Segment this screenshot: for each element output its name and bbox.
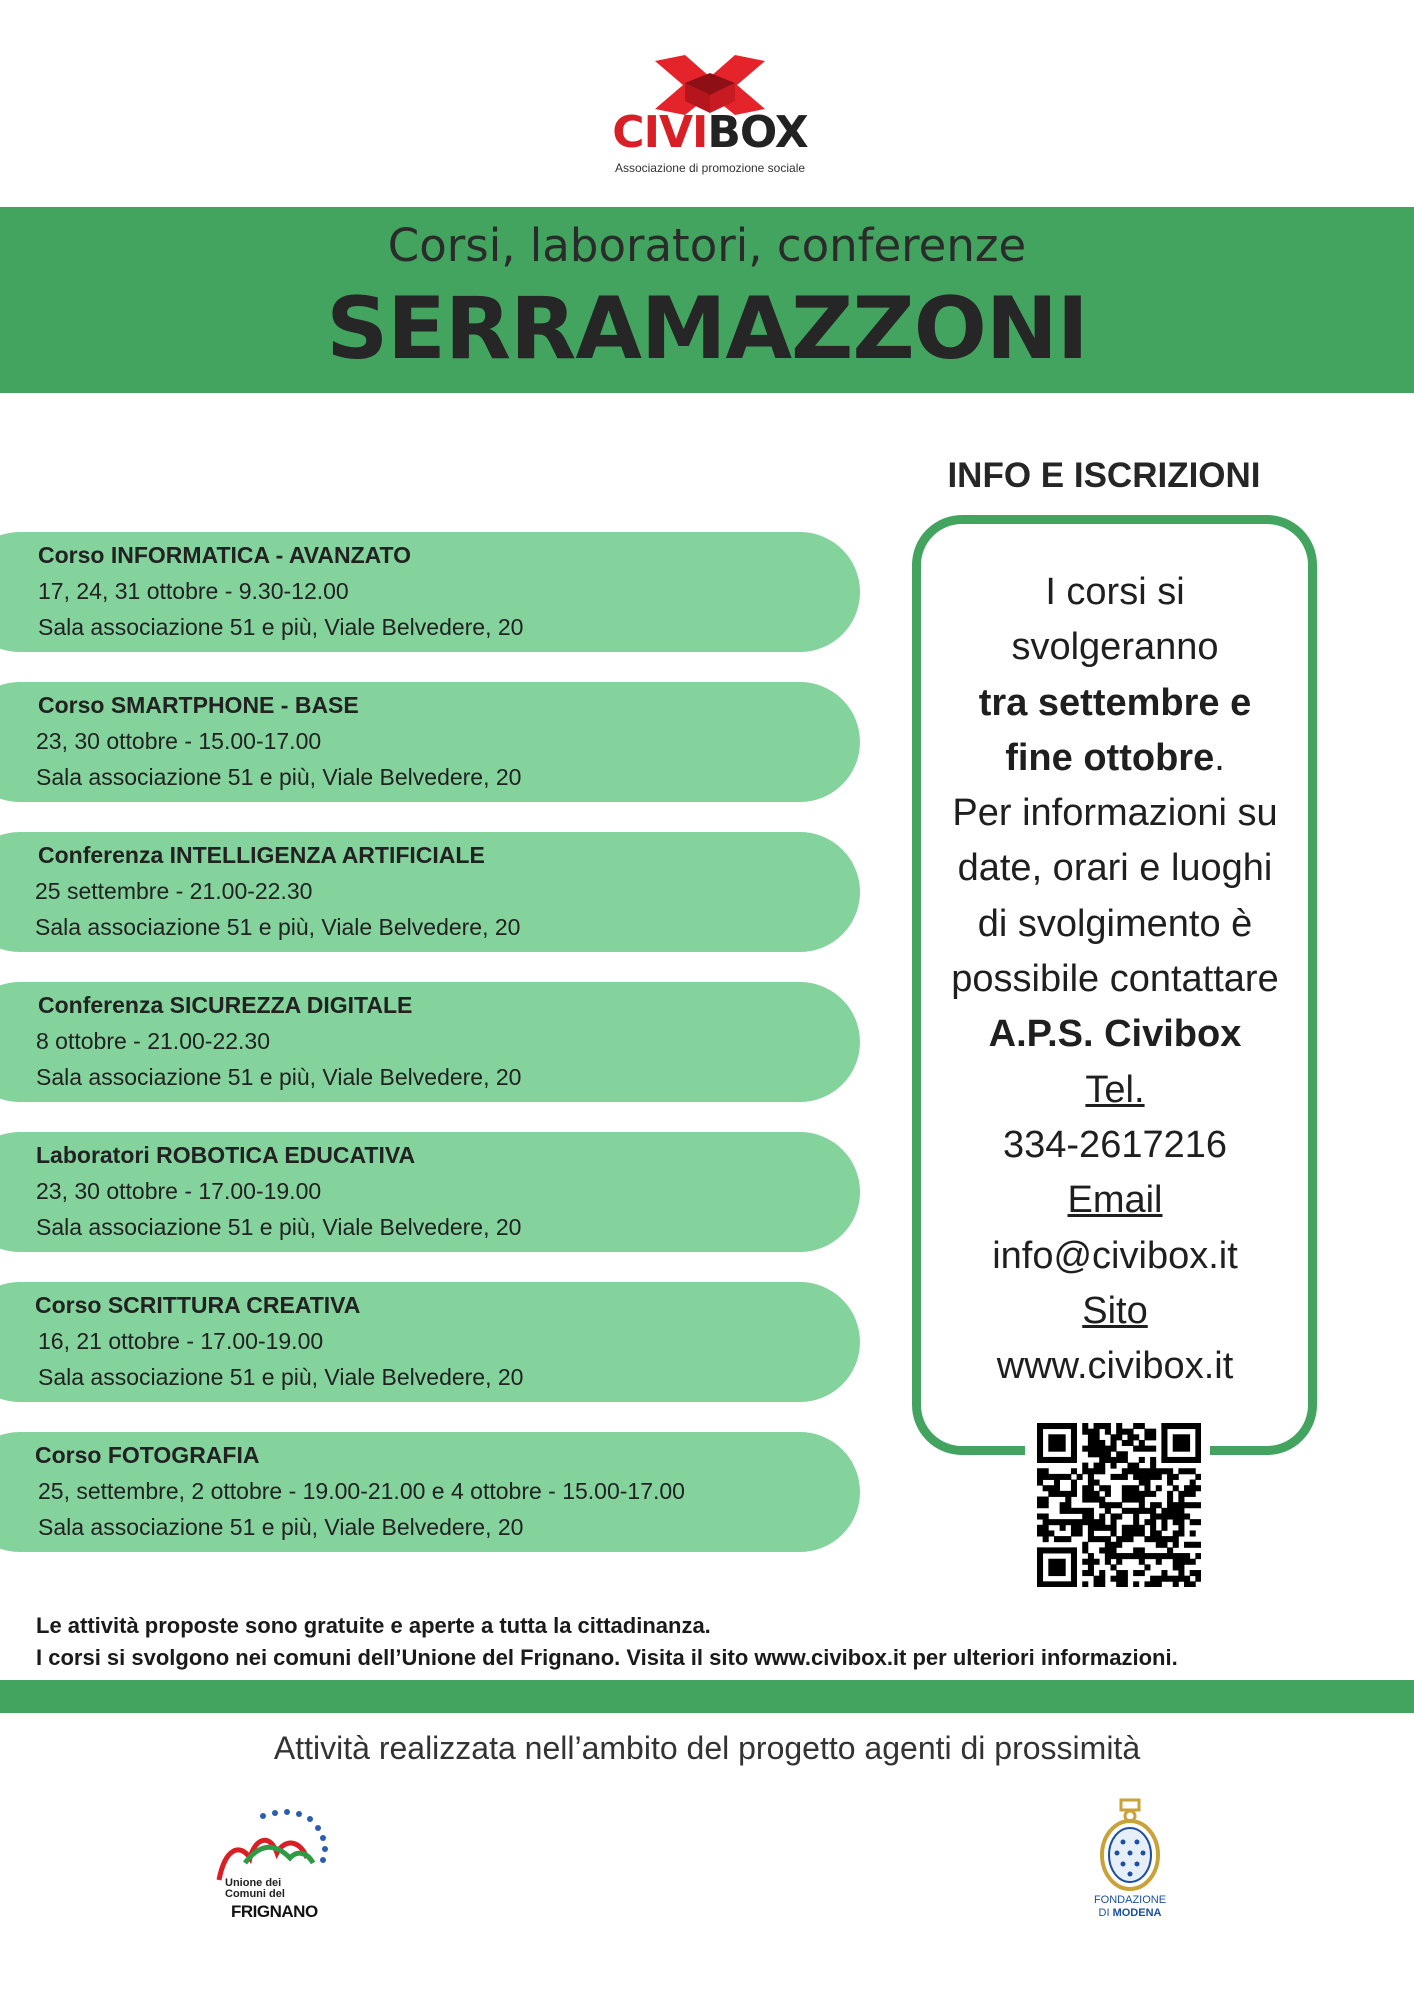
site-link[interactable]: www.civibox.it — [996, 1345, 1234, 1388]
info-line: date, orari e luoghi — [957, 847, 1273, 890]
info-title: INFO E ISCRIZIONI — [947, 456, 1261, 495]
event-dates: 8 ottobre - 21.00-22.30 — [36, 1028, 270, 1054]
footer-band — [0, 1680, 1414, 1713]
header-subtitle: Corsi, laboratori, conferenze — [387, 219, 1027, 272]
event-title: Laboratori ROBOTICA EDUCATIVA — [36, 1142, 416, 1168]
event-place: Sala associazione 51 e più, Viale Belvedere, 20 — [38, 1364, 524, 1390]
info-text — [920, 565, 1310, 1394]
event-dates: 23, 30 ottobre - 15.00-17.00 — [36, 728, 322, 754]
email-link[interactable]: info@civibox.it — [992, 1234, 1238, 1277]
event-dates: 25, settembre, 2 ottobre - 19.00-21.00 e 4 ottobre - 15.00-17.00 — [38, 1478, 685, 1504]
event-dates: 17, 24, 31 ottobre - 9.30-12.00 — [38, 578, 349, 604]
org-name: A.P.S. Civibox — [988, 1013, 1242, 1056]
info-line: Per informazioni su — [952, 792, 1278, 835]
event-item — [0, 532, 860, 652]
event-item — [0, 1132, 860, 1252]
event-title: Conferenza INTELLIGENZA ARTIFICIALE — [38, 842, 485, 868]
event-place: Sala associazione 51 e più, Viale Belvedere, 20 — [36, 1214, 522, 1240]
event-place: Sala associazione 51 e più, Viale Belvedere, 20 — [38, 1514, 524, 1540]
project-text: Attività realizzata nell’ambito del progetto agenti di prossimità — [273, 1730, 1141, 1766]
unione-frignano-logo — [215, 1808, 345, 1921]
event-place: Sala associazione 51 e più, Viale Belvedere, 20 — [36, 1064, 522, 1090]
page-title: SERRAMAZZONI — [326, 279, 1088, 379]
info-line: di svolgimento è — [977, 902, 1253, 945]
tel-label: Tel. — [1085, 1068, 1145, 1111]
event-title: Conferenza SICUREZZA DIGITALE — [38, 992, 413, 1018]
info-line: I corsi si — [1045, 571, 1185, 613]
unione-small-text: Unione dei Comuni del — [225, 1877, 285, 1900]
mountains-stars-icon — [215, 1808, 345, 1888]
event-item — [0, 982, 860, 1102]
email-label: Email — [1067, 1179, 1163, 1222]
event-item — [0, 1282, 860, 1402]
event-place: Sala associazione 51 e più, Viale Belvedere, 20 — [36, 764, 522, 790]
info-line-bold: tra settembre e — [978, 681, 1252, 724]
fondazione-text: FONDAZIONE DI MODENA — [1093, 1894, 1167, 1919]
event-dates: 25 settembre - 21.00-22.30 — [35, 878, 313, 904]
info-line: fine ottobre. — [1005, 736, 1225, 779]
event-title: Corso SMARTPHONE - BASE — [38, 692, 359, 718]
crest-icon — [1085, 1798, 1175, 1893]
event-title: Corso SCRITTURA CREATIVA — [35, 1292, 361, 1318]
note-free-activities: Le attività proposte sono gratuite e aperte a tutta la cittadinanza. — [36, 1613, 711, 1638]
info-line: possibile contattare — [951, 958, 1279, 1001]
header-band — [0, 207, 1414, 393]
event-title: Corso FOTOGRAFIA — [35, 1442, 260, 1468]
unione-name: FRIGNANO — [231, 1902, 318, 1921]
event-item — [0, 682, 860, 802]
event-dates: 23, 30 ottobre - 17.00-19.00 — [36, 1178, 322, 1204]
note-unione: I corsi si svolgono nei comuni dell’Unione del Frignano. Visita il sito www.civibox.it per ulteriori informazioni. — [36, 1645, 1178, 1670]
event-title: Corso INFORMATICA - AVANZATO — [38, 542, 412, 568]
event-item — [0, 1432, 860, 1552]
civibox-logo — [600, 55, 820, 185]
fondazione-modena-logo — [1085, 1798, 1175, 1923]
event-place: Sala associazione 51 e più, Viale Belvedere, 20 — [35, 914, 521, 940]
logo-subtitle: Associazione di promozione sociale — [614, 161, 806, 175]
qr-code-icon[interactable] — [1037, 1423, 1201, 1587]
event-place: Sala associazione 51 e più, Viale Belvedere, 20 — [38, 614, 524, 640]
site-label: Sito — [1082, 1289, 1148, 1332]
event-item — [0, 832, 860, 952]
logo-name: CIVIBOX — [612, 107, 808, 158]
tel-number[interactable]: 334-2617216 — [1003, 1123, 1227, 1166]
info-line-bold: fine ottobre — [1005, 736, 1215, 779]
event-dates: 16, 21 ottobre - 17.00-19.00 — [38, 1328, 324, 1354]
info-line: svolgeranno — [1011, 626, 1219, 669]
